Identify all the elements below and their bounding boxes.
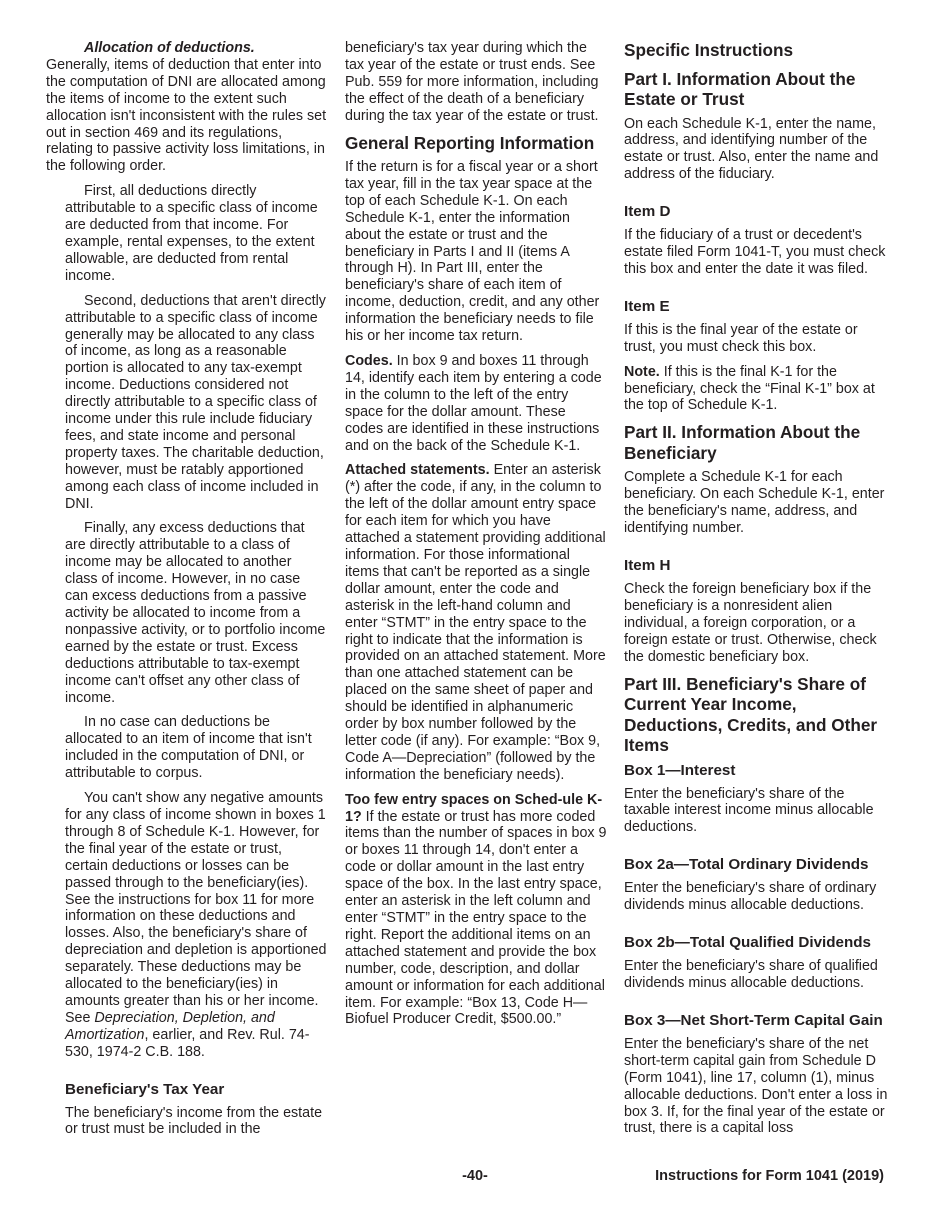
box1-heading: Box 1—Interest (624, 761, 736, 779)
item-e-text: If this is the final year of the estate or trust, you must check this box. (624, 321, 858, 355)
box2a-heading: Box 2a—Total Ordinary Dividends (624, 856, 869, 874)
too-few-entries-paragraph (345, 792, 607, 1029)
document-title: Instructions for Form 1041 (2019) (655, 1168, 884, 1184)
specific-instructions-heading: Specific Instructions (624, 40, 794, 60)
box3-heading: Box 3—Net Short-Term Capital Gain (624, 1011, 883, 1029)
second-paragraph: Second, deductions that aren't directly attributable to a specific class of income generally may be allocated to any class of income, as long as a reasonable portion is allocated to any tax-exempt income. Deductions considered not directly attributable to a specific class of income under this rule include fiduciary fees, and state income and personal property taxes. The charitable deduction, however, must be ratably apportioned among each class of income included in DNI. (65, 292, 326, 512)
finally-paragraph: Finally, any excess deductions that are directly attributable to a class of income may be allocated to another class of income. However, in no case can excess deductions from a passive activity be allocated to income from a nonpassive activity, or to portfolio income earned by the estate or trust. Excess deductions attributable to tax-exempt income can't offset any other class of income. (65, 520, 326, 706)
box2b-heading: Box 2b—Total Qualified Dividends (624, 934, 871, 952)
first-paragraph: First, all deductions directly attributable to a specific class of income are deducted from that income. For example, rental expenses, to the extent allowable, are deducted from rental income. (65, 183, 318, 284)
tax-year-heading: Beneficiary's Tax Year (65, 1080, 225, 1098)
part2-heading: Part II. Information About the Beneficiary (624, 422, 861, 463)
general-reporting-text: If the return is for a fiscal year or a short tax year, fill in the tax year space at the top of each Schedule K-1. On each Schedule K-1, enter the information about the estate or trust and the beneficiary in Parts I and II (items A through H). In Part III, enter the beneficiary's share of each item of income, deduction, credit, and any other information the beneficiary needs to file his or her income tax return. (345, 159, 600, 345)
part2-text: Complete a Schedule K-1 for each beneficiary. On each Schedule K-1, enter the beneficiary's name, address, and identifying number. (624, 469, 885, 537)
negative-text-b: , earlier, and Rev. Rul. 74-530, 1974-2 C.B. 188. (65, 1026, 310, 1060)
too-few-lead: Too few entry spaces on Sched-ule K-1? (345, 791, 603, 825)
negative-text-a: You can't show any negative amounts for any class of income shown in boxes 1 through 8 of Schedule K-1. However, for the final year of the estate or trust, certain deductions or losses can be passed through to the beneficiary(ies). See the instructions for box 11 for more information on these deductions and losses. Also, the beneficiary's share of depreciation and depletion is apportioned separately. These deductions may be allocated to the beneficiary(ies) in amounts greater than his or her income. See (65, 790, 327, 1026)
item-h-text: Check the foreign beneficiary box if the beneficiary is a nonresident alien individual, a foreign corporation, or a foreign estate or trust. Otherwise, check the domestic beneficiary box. (624, 581, 877, 665)
tax-year-continued: beneficiary's tax year during which the tax year of the estate or trust ends. See Pub. 559 for more information, including the effect of the death of a beneficiary during the tax year of the estate or trust. (345, 40, 599, 124)
column-left (46, 40, 327, 1146)
note-lead: Note. (624, 363, 660, 380)
page-number: -40- (462, 1168, 488, 1184)
allocation-paragraph (46, 40, 327, 175)
tax-year-text: The beneficiary's income from the estate or trust must be included in the (65, 1104, 323, 1138)
negative-reference-link: Depreciation, Depletion, and Amortization (65, 1009, 275, 1043)
part3-heading: Part III. Beneficiary's Share of Current Year Income, Deductions, Credits, and Other Items (624, 673, 878, 756)
attached-lead: Attached statements. (345, 462, 490, 479)
general-reporting-heading: General Reporting Information (345, 132, 595, 153)
allocation-heading: Allocation of deductions. (84, 40, 255, 56)
negative-amounts-paragraph (65, 790, 327, 1061)
item-e-heading: Item E (624, 297, 670, 315)
codes-paragraph (345, 353, 607, 454)
note-paragraph (624, 364, 888, 415)
box1-text: Enter the beneficiary's share of the taxable interest income minus allocable deductions. (624, 785, 874, 836)
item-h-heading: Item H (624, 557, 671, 574)
codes-lead: Codes. (345, 353, 393, 369)
part1-heading: Part I. Information About the Estate or Trust (624, 68, 856, 109)
attached-text: Enter an asterisk (*) after the code, if any, in the column to the left of the dollar amount entry space for each item for which you have attached a statement providing additional information. For those informational items that can't be reported as a single dollar amount, enter the code and asterisk in the left-hand column and enter “STMT” in the entry space to the right to indicate that the information is provided on an attached statement. More than one attached statement can be placed on the same sheet of paper and should be identified in alphanumeric order by box number followed by the letter code (if any). For example: “Box 9, Code A—Depreciation” (followed by the information the beneficiary needs). (345, 462, 606, 783)
column-right (624, 40, 888, 1145)
codes-text: In box 9 and boxes 11 through 14, identify each item by entering a code in the column to the left of the entry space for the dollar amount. These codes are identified in these instructions and on the back of the Schedule K-1. (345, 353, 602, 454)
column-middle (345, 40, 607, 1036)
item-d-heading: Item D (624, 203, 671, 221)
item-d-text: If the fiduciary of a trust or decedent's estate filed Form 1041-T, you must check this box and enter the date it was filed. (624, 227, 886, 277)
box2a-text: Enter the beneficiary's share of ordinary dividends minus allocable deductions. (624, 880, 877, 914)
part1-text: On each Schedule K-1, enter the name, address, and identifying number of the estate or trust. Also, enter the name and address of the fiduciary. (624, 115, 879, 183)
no-case-paragraph: In no case can deductions be allocated to an item of income that isn't included in the computation of DNI, or attributable to corpus. (65, 714, 312, 782)
note-text: If this is the final K-1 for the beneficiary, check the “Final K-1” box at the top of Schedule K-1. (624, 363, 875, 414)
box2b-text: Enter the beneficiary's share of qualified dividends minus allocable deductions. (624, 958, 878, 991)
attached-statements-paragraph (345, 462, 607, 783)
box3-text: Enter the beneficiary's share of the net short-term capital gain from Schedule D (Form 1041), line 17, column (1), minus allocable deductions. Don't enter a loss in box 3. If, for the final year of the estate or trust, there is a capital loss (624, 1035, 888, 1137)
allocation-intro: Generally, items of deduction that enter into the computation of DNI are allocated among the items of income to the extent such allocation isn't inconsistent with the rules set out in section 469 and its regulations, relating to passive activity loss limitations, in the following order. (46, 56, 327, 175)
too-few-text: If the estate or trust has more coded items than the number of spaces in box 9 or boxes 11 through 14, don't enter a code or dollar amount in the last entry space of the box. In the last entry space, enter an asterisk in the left column and enter “STMT” in the entry space to the right. Report the additional items on an attached statement and provide the box number, code, description, and dollar amount or information for each additional item. For example: “Box 13, Code H—Biofuel Producer Credit, $500.00.” (345, 808, 607, 1028)
